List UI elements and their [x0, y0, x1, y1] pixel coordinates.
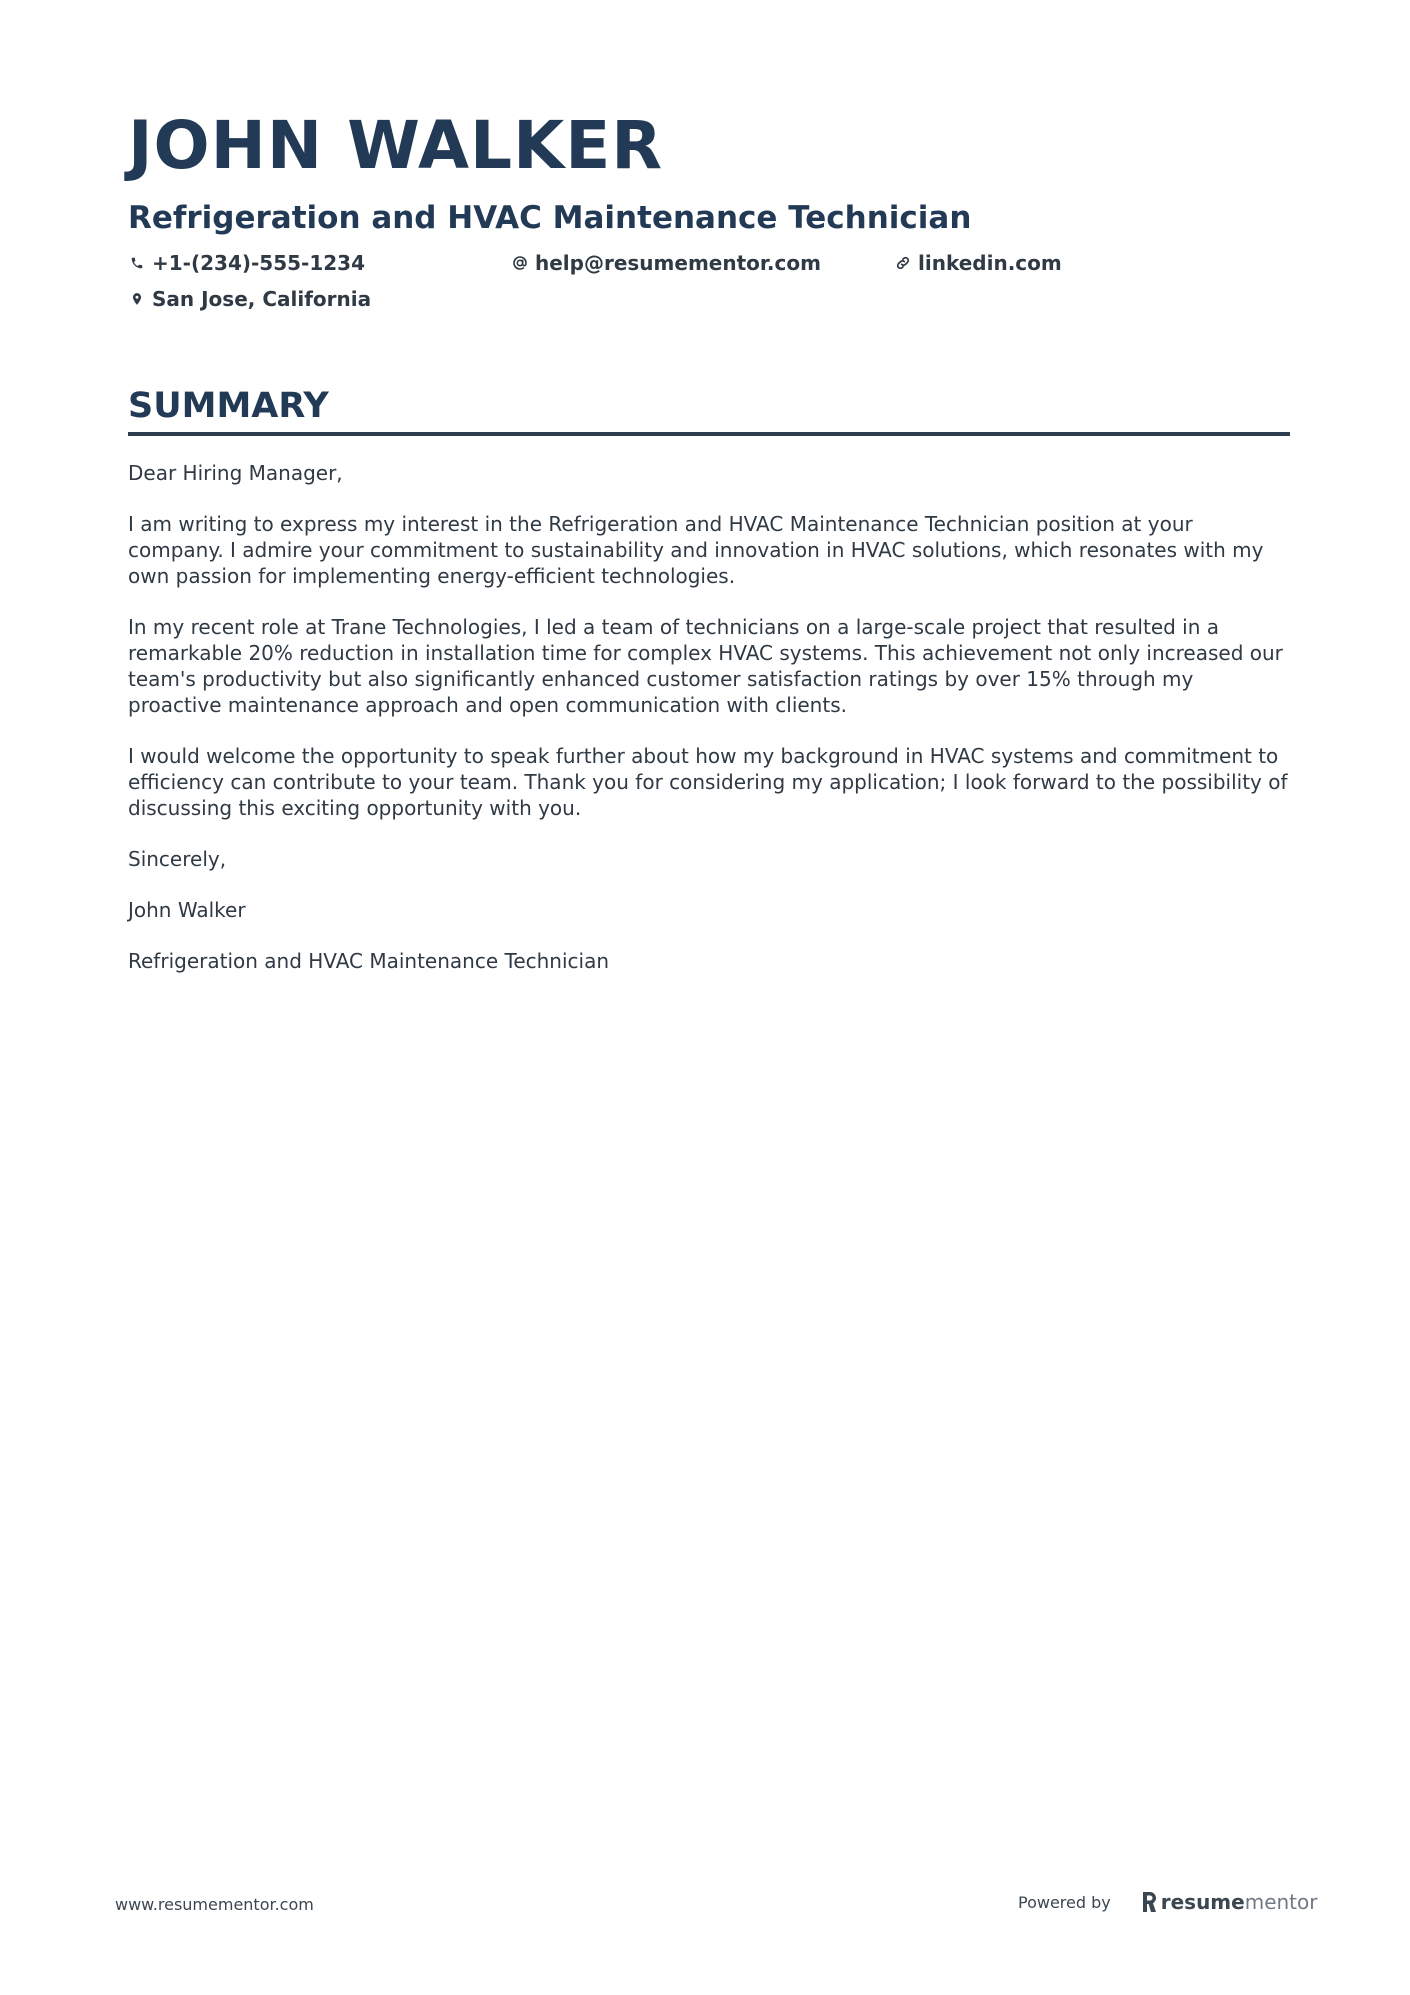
- location-text: San Jose, California: [152, 287, 372, 311]
- linkedin-text: linkedin.com: [918, 251, 1062, 275]
- email-text: help@resumementor.com: [535, 251, 821, 275]
- contact-info: [128, 248, 1288, 328]
- closing: Sincerely,: [128, 847, 227, 871]
- footer-branding: [1018, 1890, 1317, 1914]
- section-divider: [128, 432, 1290, 436]
- candidate-name: JOHN WALKER: [128, 107, 664, 184]
- contact-phone: [128, 248, 365, 278]
- footer-website[interactable]: www.resumementor.com: [115, 1895, 314, 1914]
- resumementor-logo-icon: [1141, 1892, 1157, 1912]
- brand-name-light: mentor: [1244, 1890, 1318, 1914]
- phone-text: +1-(234)-555-1234: [152, 251, 366, 275]
- powered-by-label: Powered by: [1018, 1892, 1111, 1912]
- resume-header: [128, 106, 1288, 328]
- contact-location: [128, 284, 371, 314]
- section-title: SUMMARY: [128, 386, 329, 426]
- contact-linkedin[interactable]: [894, 248, 1062, 278]
- summary-section: [128, 384, 1290, 999]
- signature-name: John Walker: [128, 898, 246, 922]
- map-pin-icon: [128, 290, 146, 308]
- salutation: Dear Hiring Manager,: [128, 461, 343, 485]
- cover-letter-body: [128, 460, 1290, 974]
- contact-email[interactable]: [511, 248, 821, 278]
- letter-paragraph: I would welcome the opportunity to speak further about how my background in HVAC systems and commitment to efficiency can contribute to your team. Thank you for considering my application; I look forward to the possibility of discussing this exciting opportunity with you.: [128, 744, 1288, 820]
- letter-paragraph: I am writing to express my interest in the Refrigeration and HVAC Maintenance Technician position at your company. I admire your commitment to sustainability and innovation in HVAC solutions, which resonates with my own passion for implementing energy-efficient technologies.: [128, 512, 1264, 588]
- candidate-job-title: Refrigeration and HVAC Maintenance Technician: [128, 200, 972, 236]
- brand-logo[interactable]: [1141, 1890, 1318, 1914]
- at-icon: [511, 254, 529, 272]
- signature-title: Refrigeration and HVAC Maintenance Technician: [128, 949, 610, 973]
- link-icon: [894, 254, 912, 272]
- phone-icon: [128, 254, 146, 272]
- brand-name-strong: resume: [1160, 1890, 1245, 1914]
- letter-paragraph: In my recent role at Trane Technologies, I led a team of technicians on a large-scale project that resulted in a remarkable 20% reduction in installation time for complex HVAC systems. This achievement not only increased our team's productivity but also significantly enhanced customer satisfaction ratings by over 15% through my proactive maintenance approach and open communication with clients.: [128, 615, 1283, 717]
